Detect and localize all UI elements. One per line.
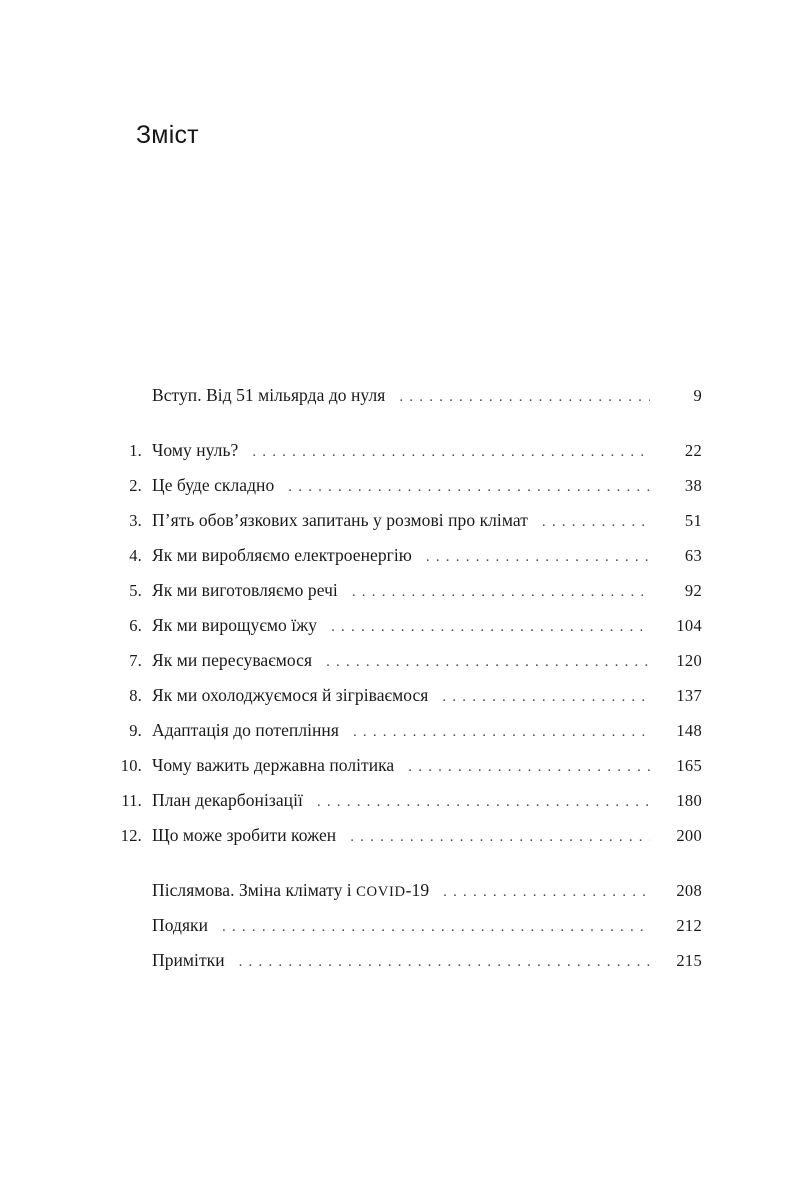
dot-leader [542, 509, 650, 527]
toc-entry-acknowledgements[interactable] [116, 908, 702, 943]
toc-entry-title: План декарбонізації [152, 790, 303, 810]
toc-entry-number: 8. [129, 686, 142, 705]
toc-entry-chapter-12[interactable] [116, 818, 702, 853]
toc-entry-number: 7. [129, 651, 142, 670]
dot-leader [352, 579, 650, 597]
toc-entry-number: 3. [129, 511, 142, 530]
toc-entry-number: 12. [120, 826, 142, 845]
toc-entry-page: 180 [676, 791, 702, 810]
toc-entry-title: Це буде складно [152, 475, 275, 495]
toc-entry-number: 4. [129, 546, 142, 565]
toc-entry-chapter-3[interactable] [116, 503, 702, 538]
toc-entry-title: Подяки [152, 915, 209, 935]
toc-entry-chapter-5[interactable] [116, 573, 702, 608]
toc-entry-intro[interactable] [116, 378, 702, 413]
page-title: Зміст [136, 121, 199, 149]
dot-leader [408, 754, 650, 772]
toc-entry-page: 51 [684, 511, 702, 530]
toc-entry-page: 22 [684, 441, 702, 460]
toc-entry-chapter-8[interactable] [116, 678, 702, 713]
toc-entry-chapter-4[interactable] [116, 538, 702, 573]
dot-leader [288, 474, 650, 492]
dot-leader [353, 719, 650, 737]
dot-leader [326, 649, 650, 667]
toc-entry-number: 6. [129, 616, 142, 635]
toc-entry-title: Як ми виробляємо електроенергію [152, 545, 412, 565]
toc-entry-page: 208 [676, 881, 702, 900]
toc-entry-title [142, 873, 429, 910]
toc-entry-page: 104 [676, 616, 702, 635]
toc-entry-title: Примітки [152, 950, 225, 970]
toc-entry-chapter-1[interactable] [116, 433, 702, 468]
dot-leader [442, 684, 650, 702]
toc-entry-number: 5. [129, 581, 142, 600]
toc-entry-chapter-9[interactable] [116, 713, 702, 748]
toc-entry-title: Вступ. Від 51 мільярда до нуля [152, 385, 386, 405]
toc-entry-page: 165 [676, 756, 702, 775]
dot-leader [239, 949, 650, 967]
toc-entry-page: 215 [676, 951, 702, 970]
toc-entry-title: П’ять обов’язкових запитань у розмові про клімат [152, 510, 528, 530]
toc-entry-number: 10. [120, 756, 142, 775]
toc-entry-title: Адаптація до потепління [152, 720, 339, 740]
toc-entry-number: 9. [129, 721, 142, 740]
toc-group-front-matter [116, 378, 702, 413]
toc-entry-title: Чому нуль? [152, 440, 239, 460]
dot-leader [399, 384, 650, 402]
toc-entry-chapter-2[interactable] [116, 468, 702, 503]
dot-leader [252, 439, 650, 457]
toc-entry-title: Чому важить державна політика [152, 755, 395, 775]
toc-entry-number: 1. [129, 441, 142, 460]
toc-entry-page: 137 [676, 686, 702, 705]
toc-entry-chapter-10[interactable] [116, 748, 702, 783]
toc-group-chapters [116, 433, 702, 853]
table-of-contents [116, 378, 702, 978]
dot-leader [222, 914, 650, 932]
toc-entry-title: Що може зробити кожен [152, 825, 337, 845]
dot-leader [426, 544, 650, 562]
toc-entry-title: Як ми вирощуємо їжу [152, 615, 318, 635]
toc-entry-title: Як ми виготовляємо речі [152, 580, 338, 600]
toc-entry-chapter-7[interactable] [116, 643, 702, 678]
toc-entry-title: Як ми пересуваємося [152, 650, 313, 670]
toc-entry-page: 9 [693, 386, 702, 405]
dot-leader [317, 789, 650, 807]
toc-entry-page: 148 [676, 721, 702, 740]
toc-entry-chapter-6[interactable] [116, 608, 702, 643]
toc-entry-page: 212 [676, 916, 702, 935]
toc-entry-title: Як ми охолоджуємося й зігріваємося [152, 685, 429, 705]
dot-leader [331, 614, 650, 632]
dot-leader [443, 879, 650, 897]
toc-entry-title-smallcaps: COVID [356, 884, 406, 900]
toc-group-back-matter [116, 873, 702, 978]
toc-entry-page: 92 [684, 581, 702, 600]
toc-entry-number: 11. [121, 791, 142, 810]
dot-leader [350, 824, 650, 842]
toc-entry-page: 63 [684, 546, 702, 565]
toc-entry-page: 200 [676, 826, 702, 845]
toc-entry-page: 38 [684, 476, 702, 495]
toc-entry-page: 120 [676, 651, 702, 670]
toc-entry-title-suffix: -19 [405, 880, 430, 900]
toc-entry-number: 2. [129, 476, 142, 495]
toc-entry-title-prefix: Післямова. Зміна клімату і [152, 880, 357, 900]
toc-entry-chapter-11[interactable] [116, 783, 702, 818]
toc-entry-notes[interactable] [116, 943, 702, 978]
toc-entry-afterword[interactable] [116, 873, 702, 908]
